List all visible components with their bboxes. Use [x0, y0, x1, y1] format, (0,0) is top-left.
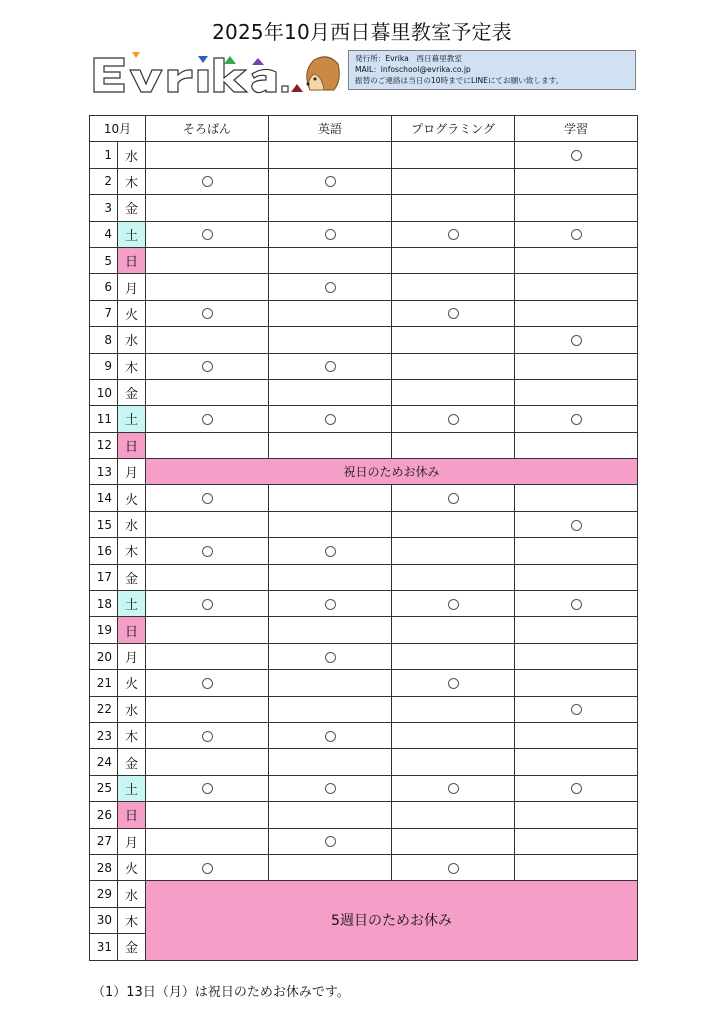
- weekday-label: 火: [118, 300, 146, 326]
- schedule-cell: [269, 432, 392, 458]
- table-row: [90, 802, 638, 828]
- table-row: [90, 617, 638, 643]
- schedule-cell: [515, 274, 638, 300]
- column-header-english: 英語: [269, 116, 392, 142]
- day-number: 14: [90, 485, 118, 511]
- day-number: 31: [90, 934, 118, 960]
- weekday-label: 火: [118, 854, 146, 880]
- weekday-label: 月: [118, 274, 146, 300]
- holiday-notice: 祝日のためお休み: [146, 459, 638, 485]
- schedule-cell: [146, 274, 269, 300]
- schedule-cell: [269, 696, 392, 722]
- circle-mark-icon: [571, 783, 582, 794]
- circle-mark-icon: [571, 599, 582, 610]
- circle-mark-icon: [571, 229, 582, 240]
- day-number: 24: [90, 749, 118, 775]
- schedule-cell: [146, 670, 269, 696]
- day-number: 10: [90, 379, 118, 405]
- schedule-cell: [392, 327, 515, 353]
- email-line: MAIL：infoschool@evrika.co.jp: [355, 65, 471, 74]
- schedule-cell: [515, 802, 638, 828]
- schedule-cell: [515, 591, 638, 617]
- schedule-cell: [392, 643, 515, 669]
- day-number: 16: [90, 538, 118, 564]
- day-number: 15: [90, 511, 118, 537]
- schedule-cell: [392, 775, 515, 801]
- weekday-label: 金: [118, 195, 146, 221]
- schedule-cell: [269, 274, 392, 300]
- table-row: [90, 854, 638, 880]
- schedule-cell: [146, 696, 269, 722]
- schedule-cell: [146, 749, 269, 775]
- weekday-label: 火: [118, 485, 146, 511]
- schedule-cell: [392, 670, 515, 696]
- circle-mark-icon: [571, 335, 582, 346]
- circle-mark-icon: [202, 493, 213, 504]
- schedule-cell: [146, 643, 269, 669]
- table-row: [90, 485, 638, 511]
- schedule-cell: [392, 142, 515, 168]
- schedule-cell: [146, 564, 269, 590]
- weekday-label: 水: [118, 327, 146, 353]
- day-number: 3: [90, 195, 118, 221]
- schedule-cell: [269, 617, 392, 643]
- schedule-cell: [515, 142, 638, 168]
- schedule-cell: [269, 643, 392, 669]
- schedule-cell: [146, 379, 269, 405]
- weekday-label: 金: [118, 749, 146, 775]
- schedule-cell: [146, 802, 269, 828]
- circle-mark-icon: [202, 229, 213, 240]
- circle-mark-icon: [448, 678, 459, 689]
- page-title: 2025年10月西日暮里教室予定表: [212, 20, 512, 44]
- day-number: 6: [90, 274, 118, 300]
- table-row: [90, 142, 638, 168]
- table-row: [90, 722, 638, 748]
- schedule-cell: [146, 195, 269, 221]
- circle-mark-icon: [448, 599, 459, 610]
- schedule-cell: [146, 221, 269, 247]
- schedule-cell: [269, 406, 392, 432]
- weekday-label: 水: [118, 881, 146, 907]
- weekday-label: 水: [118, 696, 146, 722]
- table-row: [90, 221, 638, 247]
- schedule-cell: [146, 722, 269, 748]
- weekday-label: 日: [118, 802, 146, 828]
- circle-mark-icon: [325, 361, 336, 372]
- table-row: [90, 459, 638, 485]
- schedule-table: [89, 115, 638, 961]
- schedule-cell: [269, 591, 392, 617]
- day-number: 2: [90, 168, 118, 194]
- schedule-cell: [146, 591, 269, 617]
- schedule-cell: [515, 775, 638, 801]
- schedule-cell: [392, 168, 515, 194]
- schedule-cell: [269, 802, 392, 828]
- schedule-cell: [269, 247, 392, 273]
- circle-mark-icon: [325, 731, 336, 742]
- day-number: 25: [90, 775, 118, 801]
- weekday-label: 木: [118, 907, 146, 933]
- circle-mark-icon: [325, 546, 336, 557]
- schedule-cell: [269, 142, 392, 168]
- circle-mark-icon: [202, 546, 213, 557]
- circle-mark-icon: [325, 176, 336, 187]
- weekday-label: 木: [118, 168, 146, 194]
- table-row: [90, 881, 638, 907]
- publisher-line: 発行所：Evrika 西日暮里教室: [355, 54, 462, 63]
- schedule-cell: [392, 247, 515, 273]
- day-number: 30: [90, 907, 118, 933]
- circle-mark-icon: [325, 229, 336, 240]
- schedule-cell: [392, 379, 515, 405]
- schedule-cell: [515, 379, 638, 405]
- weekday-label: 水: [118, 511, 146, 537]
- schedule-cell: [269, 327, 392, 353]
- weekday-label: 水: [118, 142, 146, 168]
- day-number: 11: [90, 406, 118, 432]
- schedule-cell: [146, 538, 269, 564]
- weekday-label: 金: [118, 379, 146, 405]
- day-number: 26: [90, 802, 118, 828]
- table-row: [90, 327, 638, 353]
- month-header: 10月: [90, 116, 146, 142]
- table-row: [90, 775, 638, 801]
- weekday-label: 日: [118, 247, 146, 273]
- day-number: 8: [90, 327, 118, 353]
- schedule-cell: [269, 511, 392, 537]
- schedule-cell: [515, 353, 638, 379]
- day-number: 12: [90, 432, 118, 458]
- table-row: [90, 749, 638, 775]
- table-row: [90, 696, 638, 722]
- schedule-cell: [392, 221, 515, 247]
- circle-mark-icon: [325, 652, 336, 663]
- weekday-label: 火: [118, 670, 146, 696]
- table-row: [90, 564, 638, 590]
- table-row: [90, 670, 638, 696]
- schedule-cell: [146, 828, 269, 854]
- weekday-label: 月: [118, 459, 146, 485]
- table-row: [90, 274, 638, 300]
- schedule-cell: [269, 775, 392, 801]
- schedule-cell: [269, 749, 392, 775]
- weekday-label: 土: [118, 221, 146, 247]
- schedule-cell: [515, 327, 638, 353]
- schedule-cell: [392, 722, 515, 748]
- schedule-cell: [515, 749, 638, 775]
- circle-mark-icon: [325, 599, 336, 610]
- weekday-label: 日: [118, 432, 146, 458]
- schedule-cell: [392, 591, 515, 617]
- schedule-cell: [515, 564, 638, 590]
- weekday-label: 月: [118, 828, 146, 854]
- table-row: [90, 591, 638, 617]
- table-row: [90, 379, 638, 405]
- table-row: [90, 353, 638, 379]
- table-row: [90, 432, 638, 458]
- schedule-cell: [515, 406, 638, 432]
- schedule-cell: [269, 564, 392, 590]
- transfer-notice-line: 振替のご連絡は当日の10時までにLINEにてお願い致します。: [355, 76, 564, 85]
- day-number: 18: [90, 591, 118, 617]
- weekday-label: 木: [118, 353, 146, 379]
- schedule-cell: [392, 749, 515, 775]
- schedule-cell: [392, 511, 515, 537]
- circle-mark-icon: [325, 783, 336, 794]
- schedule-cell: [269, 195, 392, 221]
- circle-mark-icon: [448, 863, 459, 874]
- column-header-soroban: そろばん: [146, 116, 269, 142]
- table-row: [90, 828, 638, 854]
- schedule-cell: [515, 828, 638, 854]
- circle-mark-icon: [571, 150, 582, 161]
- column-header-study: 学習: [515, 116, 638, 142]
- fifth-week-closed-notice: 5週目のためお休み: [146, 881, 638, 960]
- day-number: 7: [90, 300, 118, 326]
- schedule-cell: [269, 828, 392, 854]
- schedule-cell: [269, 538, 392, 564]
- footnote: （1）13日（月）は祝日のためお休みです。: [92, 985, 350, 1000]
- column-header-programming: プログラミング: [392, 116, 515, 142]
- schedule-cell: [392, 274, 515, 300]
- table-row: [90, 195, 638, 221]
- schedule-cell: [515, 670, 638, 696]
- schedule-cell: [269, 353, 392, 379]
- circle-mark-icon: [325, 836, 336, 847]
- schedule-cell: [146, 353, 269, 379]
- schedule-cell: [269, 670, 392, 696]
- circle-mark-icon: [202, 414, 213, 425]
- schedule-cell: [146, 854, 269, 880]
- schedule-cell: [146, 327, 269, 353]
- schedule-cell: [269, 221, 392, 247]
- schedule-cell: [392, 854, 515, 880]
- day-number: 5: [90, 247, 118, 273]
- schedule-cell: [269, 485, 392, 511]
- table-row: [90, 168, 638, 194]
- day-number: 19: [90, 617, 118, 643]
- schedule-cell: [146, 300, 269, 326]
- schedule-cell: [515, 485, 638, 511]
- circle-mark-icon: [448, 783, 459, 794]
- schedule-cell: [515, 247, 638, 273]
- circle-mark-icon: [448, 308, 459, 319]
- schedule-cell: [146, 432, 269, 458]
- schedule-cell: [392, 617, 515, 643]
- circle-mark-icon: [202, 308, 213, 319]
- schedule-cell: [515, 432, 638, 458]
- schedule-cell: [146, 485, 269, 511]
- circle-mark-icon: [202, 783, 213, 794]
- schedule-cell: [146, 511, 269, 537]
- schedule-cell: [515, 511, 638, 537]
- weekday-label: 土: [118, 591, 146, 617]
- schedule-cell: [515, 168, 638, 194]
- schedule-cell: [392, 353, 515, 379]
- weekday-label: 土: [118, 775, 146, 801]
- table-row: [90, 538, 638, 564]
- table-row: [90, 406, 638, 432]
- schedule-cell: [515, 722, 638, 748]
- schedule-cell: [515, 696, 638, 722]
- schedule-cell: [515, 300, 638, 326]
- weekday-label: 日: [118, 617, 146, 643]
- schedule-cell: [392, 195, 515, 221]
- schedule-cell: [515, 617, 638, 643]
- schedule-cell: [269, 379, 392, 405]
- weekday-label: 木: [118, 722, 146, 748]
- day-number: 9: [90, 353, 118, 379]
- circle-mark-icon: [448, 229, 459, 240]
- circle-mark-icon: [448, 414, 459, 425]
- day-number: 1: [90, 142, 118, 168]
- schedule-cell: [392, 828, 515, 854]
- schedule-cell: [515, 538, 638, 564]
- day-number: 21: [90, 670, 118, 696]
- hedgehog-logo-icon: [307, 57, 340, 90]
- schedule-cell: [392, 564, 515, 590]
- day-number: 29: [90, 881, 118, 907]
- table-header-row: [90, 116, 638, 142]
- circle-mark-icon: [571, 520, 582, 531]
- day-number: 27: [90, 828, 118, 854]
- schedule-cell: [392, 538, 515, 564]
- schedule-cell: [392, 432, 515, 458]
- schedule-cell: [392, 485, 515, 511]
- circle-mark-icon: [202, 361, 213, 372]
- schedule-cell: [392, 802, 515, 828]
- table-row: [90, 643, 638, 669]
- table-row: [90, 247, 638, 273]
- schedule-cell: [515, 221, 638, 247]
- table-row: [90, 300, 638, 326]
- day-number: 28: [90, 854, 118, 880]
- circle-mark-icon: [202, 599, 213, 610]
- day-number: 23: [90, 722, 118, 748]
- evrika-logo: [92, 50, 340, 96]
- schedule-cell: [269, 300, 392, 326]
- weekday-label: 月: [118, 643, 146, 669]
- weekday-label: 金: [118, 564, 146, 590]
- circle-mark-icon: [325, 414, 336, 425]
- publisher-info-box: [348, 50, 636, 90]
- day-number: 22: [90, 696, 118, 722]
- schedule-cell: [146, 406, 269, 432]
- circle-mark-icon: [202, 863, 213, 874]
- weekday-label: 金: [118, 934, 146, 960]
- schedule-cell: [269, 722, 392, 748]
- circle-mark-icon: [448, 493, 459, 504]
- schedule-cell: [146, 142, 269, 168]
- circle-mark-icon: [571, 414, 582, 425]
- schedule-cell: [146, 775, 269, 801]
- schedule-cell: [392, 300, 515, 326]
- circle-mark-icon: [202, 678, 213, 689]
- schedule-cell: [392, 696, 515, 722]
- day-number: 13: [90, 459, 118, 485]
- schedule-cell: [392, 406, 515, 432]
- day-number: 17: [90, 564, 118, 590]
- schedule-cell: [146, 247, 269, 273]
- weekday-label: 木: [118, 538, 146, 564]
- schedule-cell: [515, 195, 638, 221]
- schedule-cell: [515, 854, 638, 880]
- circle-mark-icon: [325, 282, 336, 293]
- schedule-cell: [515, 643, 638, 669]
- day-number: 20: [90, 643, 118, 669]
- schedule-cell: [146, 617, 269, 643]
- schedule-cell: [146, 168, 269, 194]
- weekday-label: 土: [118, 406, 146, 432]
- table-row: [90, 511, 638, 537]
- circle-mark-icon: [571, 704, 582, 715]
- circle-mark-icon: [202, 176, 213, 187]
- day-number: 4: [90, 221, 118, 247]
- circle-mark-icon: [202, 731, 213, 742]
- schedule-cell: [269, 168, 392, 194]
- schedule-cell: [269, 854, 392, 880]
